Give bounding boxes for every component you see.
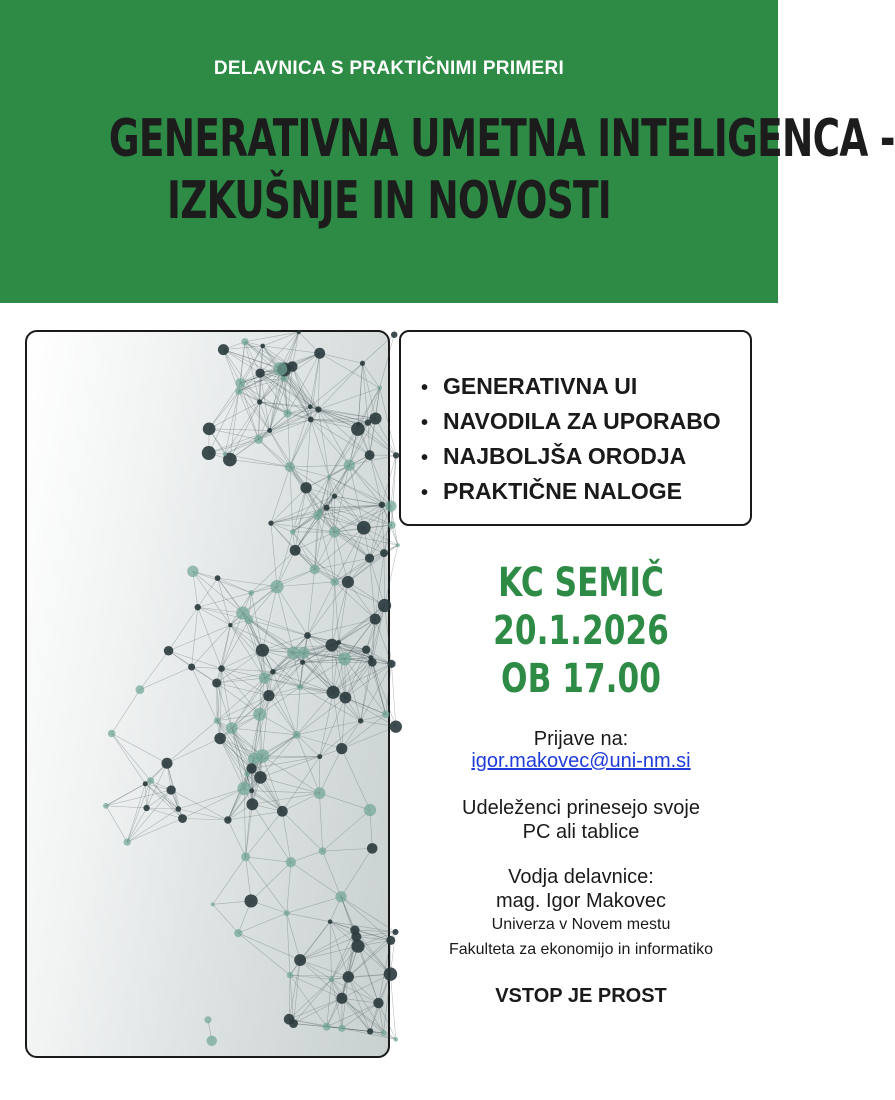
network-node xyxy=(103,803,109,809)
network-link xyxy=(127,790,171,842)
network-node xyxy=(310,564,320,574)
network-node xyxy=(248,590,254,596)
network-link xyxy=(323,851,342,897)
network-node xyxy=(370,412,382,424)
network-node xyxy=(237,782,250,795)
network-node xyxy=(326,639,339,652)
network-link xyxy=(320,353,380,388)
network-link xyxy=(341,897,395,932)
network-node xyxy=(285,462,295,472)
network-link xyxy=(238,913,286,933)
topic-label: NAJBOLJŠA ORODJA xyxy=(443,443,687,469)
network-node xyxy=(342,576,354,588)
network-link xyxy=(106,790,171,806)
network-node xyxy=(188,663,195,670)
network-link xyxy=(308,582,335,636)
network-link xyxy=(293,979,331,1023)
network-link xyxy=(380,388,396,455)
network-node xyxy=(364,804,376,816)
network-link xyxy=(238,933,300,960)
network-link xyxy=(127,808,146,842)
network-link xyxy=(300,930,355,960)
network-node xyxy=(166,785,175,794)
network-node xyxy=(377,386,382,391)
network-link xyxy=(252,791,320,793)
network-node xyxy=(211,902,215,906)
leader-institution: Univerza v Novem mestu xyxy=(491,916,671,933)
network-link xyxy=(382,455,396,504)
network-link xyxy=(333,692,342,748)
network-node xyxy=(176,806,182,812)
network-node xyxy=(314,787,326,799)
network-node xyxy=(214,733,226,745)
topics-box xyxy=(399,330,752,526)
network-link xyxy=(304,653,333,692)
network-link xyxy=(193,571,251,593)
network-link xyxy=(213,857,246,905)
network-link xyxy=(265,678,297,735)
network-link xyxy=(127,819,182,843)
network-node xyxy=(249,788,254,793)
title-line-2: IZKUŠNJE IN NOVOSTI xyxy=(166,171,612,231)
network-link xyxy=(140,651,169,690)
network-link xyxy=(222,625,231,668)
network-node xyxy=(324,505,330,511)
network-node xyxy=(236,606,249,619)
network-link xyxy=(295,550,348,582)
network-link xyxy=(271,467,290,523)
network-node xyxy=(308,416,314,422)
network-node xyxy=(215,575,221,581)
network-link xyxy=(287,913,330,922)
network-link xyxy=(192,607,198,667)
network-node xyxy=(212,678,221,687)
network-node xyxy=(187,566,198,577)
network-node xyxy=(108,730,116,738)
network-node xyxy=(284,1014,295,1025)
network-node xyxy=(351,422,365,436)
network-node xyxy=(335,891,346,902)
network-link xyxy=(384,525,392,553)
topic-label: NAVODILA ZA UPORABO xyxy=(443,408,721,434)
network-link xyxy=(198,607,243,613)
network-node xyxy=(241,338,248,345)
network-node xyxy=(234,929,242,937)
network-node xyxy=(327,686,340,699)
network-link xyxy=(277,587,308,636)
network-node xyxy=(297,330,301,334)
network-link xyxy=(269,662,303,695)
network-link xyxy=(289,975,290,1019)
network-node xyxy=(336,993,347,1004)
network-node xyxy=(244,894,257,907)
network-link xyxy=(362,363,379,388)
network-node xyxy=(396,543,400,547)
network-node xyxy=(387,660,395,668)
network-link xyxy=(289,998,342,1019)
network-node xyxy=(214,718,220,724)
network-link xyxy=(262,756,282,811)
network-link xyxy=(320,353,363,363)
network-link xyxy=(246,857,291,862)
network-link xyxy=(112,690,140,734)
network-node xyxy=(329,527,340,538)
network-node xyxy=(235,388,242,395)
network-node xyxy=(204,1016,211,1023)
network-link xyxy=(335,582,339,643)
topic-item xyxy=(421,370,721,405)
network-node xyxy=(268,521,273,526)
network-link xyxy=(209,429,270,431)
network-node xyxy=(178,814,187,823)
leader-label: Vodja delavnice: xyxy=(508,866,654,888)
network-link xyxy=(290,467,293,532)
network-node xyxy=(336,640,341,645)
network-node xyxy=(195,604,201,610)
network-link xyxy=(259,419,311,439)
network-node xyxy=(143,805,149,811)
network-node xyxy=(286,857,296,867)
network-link xyxy=(284,378,310,406)
network-link xyxy=(348,582,375,619)
network-link xyxy=(318,388,379,410)
topics-list xyxy=(421,370,721,510)
network-node xyxy=(287,972,293,978)
network-link xyxy=(290,465,349,467)
network-node xyxy=(124,838,131,845)
network-node xyxy=(255,368,264,377)
network-link xyxy=(232,728,297,735)
network-node xyxy=(336,743,347,754)
network-link xyxy=(167,721,217,764)
network-node xyxy=(379,502,385,508)
network-node xyxy=(378,599,391,612)
network-node xyxy=(135,685,144,694)
network-node xyxy=(254,771,267,784)
network-node xyxy=(257,399,262,404)
network-node xyxy=(394,1037,399,1042)
network-link xyxy=(339,619,376,642)
topic-item xyxy=(421,475,721,510)
network-link xyxy=(269,696,297,735)
network-node xyxy=(259,672,271,684)
registration-email-link[interactable]: igor.makovec@uni-nm.si xyxy=(471,750,691,772)
network-link xyxy=(246,811,283,857)
network-link xyxy=(127,781,150,842)
network-link xyxy=(140,667,192,690)
network-link xyxy=(308,569,315,635)
registration-label: Prijave na: xyxy=(533,728,629,750)
network-node xyxy=(260,344,265,349)
network-link xyxy=(112,733,167,763)
network-node xyxy=(365,450,375,460)
network-link xyxy=(240,383,287,414)
topic-item xyxy=(421,405,721,440)
network-node xyxy=(338,652,351,665)
network-link xyxy=(282,811,291,862)
event-date: 20.1.2026 xyxy=(493,608,669,654)
network-node xyxy=(388,521,396,529)
network-link xyxy=(323,848,373,851)
network-node xyxy=(256,644,269,657)
network-link xyxy=(263,332,299,346)
network-node xyxy=(343,971,354,982)
bullet: • xyxy=(421,412,429,434)
network-link xyxy=(251,862,291,901)
network-link xyxy=(251,593,262,650)
network-node xyxy=(207,1036,217,1046)
network-node xyxy=(270,580,283,593)
leader-name: mag. Igor Makovec xyxy=(495,890,667,912)
network-link xyxy=(358,363,363,429)
network-link xyxy=(282,811,322,851)
network-link xyxy=(282,793,319,811)
network-node xyxy=(373,998,383,1008)
network-node xyxy=(380,549,388,557)
header-banner xyxy=(0,0,895,303)
network-link xyxy=(169,625,231,651)
network-node xyxy=(277,806,288,817)
network-link xyxy=(290,410,318,467)
network-link xyxy=(341,848,372,896)
network-link xyxy=(297,735,320,793)
network-link xyxy=(362,363,375,418)
network-link xyxy=(310,353,320,406)
network-link xyxy=(228,811,282,820)
network-node xyxy=(293,731,301,739)
network-node xyxy=(338,1025,345,1032)
network-nodes-graphic xyxy=(27,332,388,1056)
network-link xyxy=(291,862,341,896)
network-link xyxy=(380,335,395,388)
network-node xyxy=(367,1028,373,1034)
network-node xyxy=(360,361,365,366)
event-location: KC SEMIČ xyxy=(498,560,664,606)
workshop-title xyxy=(108,108,895,232)
network-node xyxy=(300,482,311,493)
network-node xyxy=(161,758,172,769)
network-link xyxy=(335,582,376,619)
network-link xyxy=(112,733,146,783)
network-node xyxy=(368,655,373,660)
network-node xyxy=(228,623,232,627)
network-node xyxy=(392,929,398,935)
network-link xyxy=(320,793,370,810)
network-node xyxy=(385,500,396,511)
network-link xyxy=(362,335,394,364)
network-link xyxy=(169,607,198,651)
network-node xyxy=(332,494,337,499)
network-node xyxy=(273,362,287,376)
network-link xyxy=(270,430,290,466)
network-link xyxy=(238,933,290,975)
network-node xyxy=(218,344,229,355)
network-node xyxy=(246,798,258,810)
network-link xyxy=(169,651,222,669)
network-node xyxy=(304,632,311,639)
network-link xyxy=(335,582,385,606)
network-node xyxy=(329,977,335,983)
network-node xyxy=(255,749,269,763)
network-node xyxy=(323,1023,331,1031)
network-link xyxy=(371,606,385,658)
network-image xyxy=(25,330,390,1058)
equipment-line-1: Udeleženci prinesejo svoje xyxy=(462,797,700,819)
network-node xyxy=(143,781,148,786)
network-link xyxy=(320,512,370,559)
network-link xyxy=(127,809,178,842)
bullet: • xyxy=(421,377,429,399)
topic-label: GENERATIVNA UI xyxy=(443,373,638,399)
network-link xyxy=(318,363,362,409)
network-link xyxy=(228,820,246,857)
network-link xyxy=(112,733,151,780)
network-node xyxy=(224,816,231,823)
network-link xyxy=(167,738,220,763)
network-node xyxy=(315,406,321,412)
network-link xyxy=(310,363,362,406)
free-entry: VSTOP JE PROST xyxy=(495,985,667,1007)
network-node xyxy=(382,711,390,719)
network-node xyxy=(164,646,174,656)
network-node xyxy=(328,919,333,924)
network-node xyxy=(218,665,225,672)
network-node xyxy=(284,410,292,418)
network-node xyxy=(267,428,272,433)
network-link xyxy=(198,607,231,625)
network-node xyxy=(365,554,374,563)
leader-faculty: Fakulteta za ekonomijo in informatiko xyxy=(448,941,714,958)
network-link xyxy=(297,735,342,749)
network-node xyxy=(202,446,216,460)
network-node xyxy=(367,843,378,854)
network-link xyxy=(332,645,333,692)
topic-label: PRAKTIČNE NALOGE xyxy=(443,478,682,504)
network-node xyxy=(235,378,245,388)
network-node xyxy=(203,422,216,435)
network-node xyxy=(284,910,290,916)
network-node xyxy=(384,967,397,980)
network-node xyxy=(241,852,250,861)
network-node xyxy=(362,646,370,654)
network-link xyxy=(106,806,127,842)
network-node xyxy=(294,954,306,966)
network-node xyxy=(226,722,238,734)
network-node xyxy=(297,684,303,690)
network-link xyxy=(271,523,277,586)
bullet: • xyxy=(421,447,429,469)
topic-item xyxy=(421,440,721,475)
network-node xyxy=(290,545,301,556)
network-node xyxy=(270,669,275,674)
network-node xyxy=(253,708,266,721)
network-link xyxy=(282,757,319,812)
network-node xyxy=(147,777,154,784)
network-link xyxy=(300,922,330,960)
network-node xyxy=(386,936,395,945)
workshop-subtitle: DELAVNICA S PRAKTIČNIMI PRIMERI xyxy=(213,58,565,79)
network-node xyxy=(330,578,338,586)
network-node xyxy=(300,660,305,665)
network-node xyxy=(351,940,364,953)
network-link xyxy=(213,904,239,933)
network-link xyxy=(342,998,370,1031)
network-link xyxy=(240,383,258,439)
network-node xyxy=(308,404,313,409)
network-node xyxy=(290,529,296,535)
network-link xyxy=(311,419,329,476)
network-link xyxy=(249,620,308,636)
network-node xyxy=(314,348,325,359)
network-node xyxy=(381,1030,387,1036)
network-link xyxy=(228,774,247,820)
network-node xyxy=(317,509,322,514)
network-link xyxy=(342,749,370,810)
network-node xyxy=(319,847,327,855)
network-link xyxy=(293,998,341,1023)
network-link xyxy=(259,439,290,466)
network-link xyxy=(151,781,179,809)
network-link xyxy=(320,793,323,851)
network-link xyxy=(209,439,259,453)
network-node xyxy=(223,452,227,456)
network-node xyxy=(370,614,381,625)
network-link xyxy=(287,897,341,913)
network-node xyxy=(254,435,263,444)
network-node xyxy=(298,647,310,659)
network-node xyxy=(358,718,363,723)
network-link xyxy=(198,607,222,668)
network-link xyxy=(348,977,370,1031)
title-line-1: GENERATIVNA UMETNA INTELIGENCA - xyxy=(108,109,895,169)
network-link xyxy=(218,578,277,587)
registration-email-wrap xyxy=(400,750,762,773)
network-link xyxy=(220,714,260,738)
network-node xyxy=(327,475,331,479)
network-link xyxy=(349,465,363,528)
network-node xyxy=(391,331,397,337)
network-node xyxy=(340,692,352,704)
event-time: OB 17.00 xyxy=(501,656,661,702)
equipment-line-2: PC ali tablice xyxy=(522,821,640,843)
network-link xyxy=(252,793,319,804)
network-node xyxy=(263,690,274,701)
network-link xyxy=(376,418,396,455)
network-link xyxy=(287,862,291,913)
network-link xyxy=(297,692,333,735)
network-link xyxy=(230,460,290,467)
network-node xyxy=(317,754,322,759)
network-link xyxy=(323,810,370,851)
network-node xyxy=(357,521,371,535)
network-node xyxy=(344,459,355,470)
network-link xyxy=(384,553,385,605)
network-node xyxy=(351,932,361,942)
network-node xyxy=(244,771,249,776)
bullet: • xyxy=(421,482,429,504)
